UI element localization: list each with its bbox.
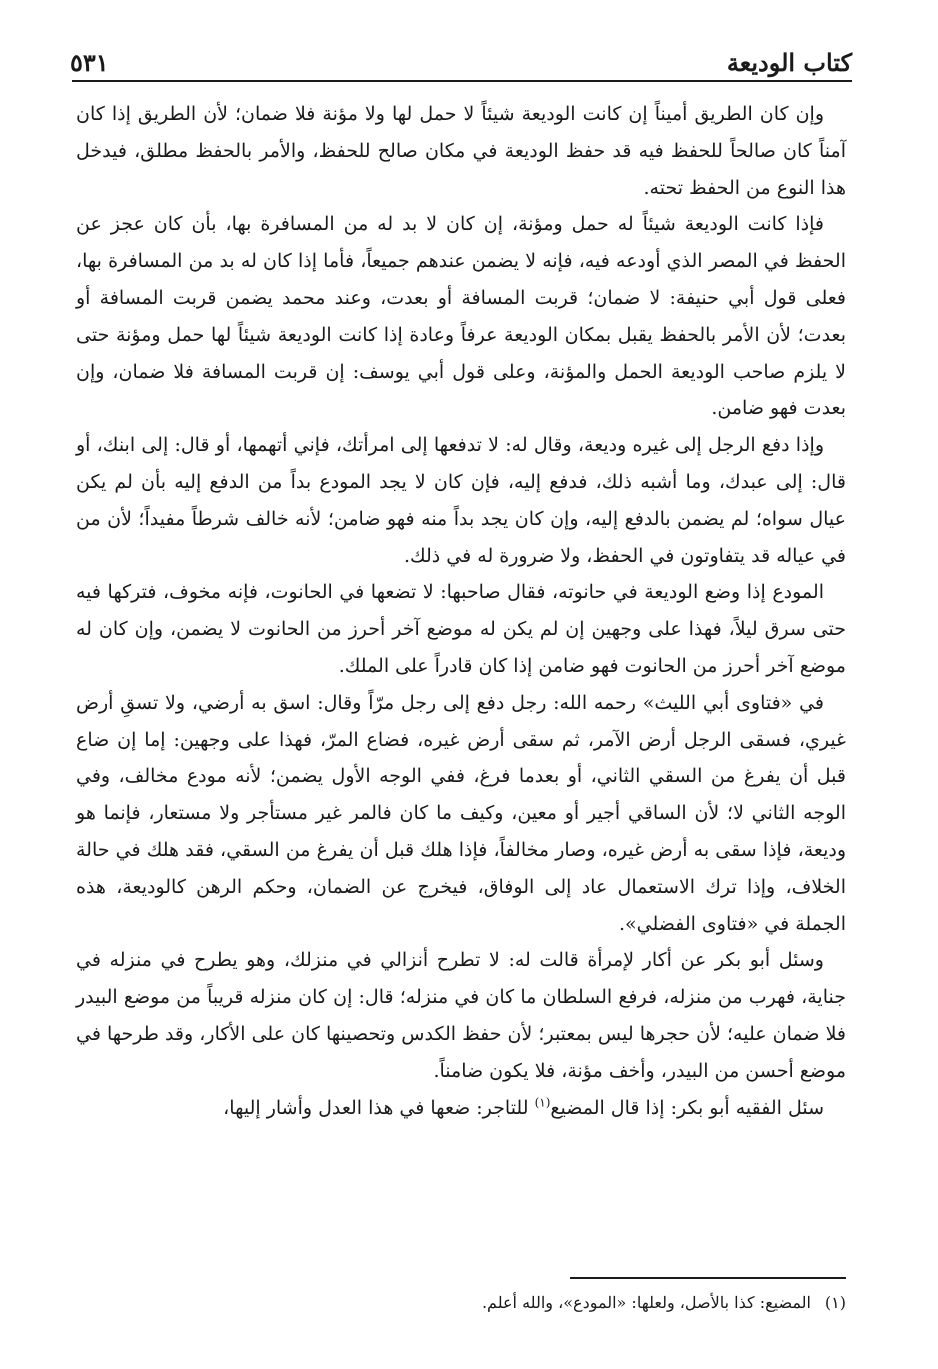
paragraph: وإذا دفع الرجل إلى غيره وديعة، وقال له: لا تدفعها إلى امرأتك، فإني أتهمها، أو قال: إلى ابنك، أو قال: إلى عبدك، وما أشبه ذلك، فدفع إليه، فإن كان لا يجد المودع بداً من الدفع إليه بأن لم يكن عيال سواه؛ لم يضمن بالدفع إليه، وإن كان يجد بداً منه فهو ضامن؛ لأنه خالف شرطاً مفيداً؛ لأن من في عياله قد يتفاوتون في الحفظ، ولا ضرورة له في ذلك. [76,434,846,567]
paragraph: وإن كان الطريق أميناً إن كانت الوديعة شيئاً لا حمل لها ولا مؤنة فلا ضمان؛ لأن الطريق إذا كان آمناً كان صالحاً للحفظ فيه قد حفظ الوديعة في مكان صالح للحفظ، والأمر بالحفظ مطلق، فيدخل هذا النوع من الحفظ تحته. [76,103,846,199]
footnote-rule [570,1277,846,1279]
paragraph: وسئل أبو بكر عن أكار لإمرأة قالت له: لا تطرح أنزالي في منزلك، وهو يطرح في منزله في جناية، فهرب من منزله، فرفع السلطان ما كان في منزله؛ قال: إن كان منزله قريباً من موضع البيدر فلا ضمان عليه؛ لأن حجرها ليس بمعتبر؛ لأن حفظ الكدس وتحصينها كان على الأكار، وقد طرحها في موضع أحسن من البيدر، وأخف مؤنة، فلا يكون ضامناً. [76,949,846,1082]
paragraph-last-end: للتاجر: ضعها في هذا العدل وأشار إليها، [223,1096,535,1119]
paragraph-last-start: سئل الفقيه أبو بكر: إذا قال المضيع [550,1096,824,1119]
footnote-reference: (١) [534,1095,551,1110]
footnote-marker: (١) [824,1293,846,1312]
paragraph: المودع إذا وضع الوديعة في حانوته، فقال صاحبها: لا تضعها في الحانوت، فإنه مخوف، فتركها فيه حتى سرق ليلاً، فهذا على وجهين إن لم يكن له موضع آخر أحرز من الحانوت لا يضمن، وإن كان له موضع آخر أحرز من الحانوت فهو ضامن إذا كان قادراً على الملك. [76,581,846,677]
footnote [76,1290,846,1316]
paragraph-last [76,1090,846,1127]
main-text [76,96,846,1126]
paragraph: فإذا كانت الوديعة شيئاً له حمل ومؤنة، إن كان لا بد له من المسافرة بها، بأن كان عجز عن الحفظ في المصر الذي أودعه فيه، فإنه لا يضمن عندهم جميعاً، فأما إذا كان له بد من المسافرة بها، فعلى قول أبي حنيفة: لا ضمان؛ قربت المسافة أو بعدت، وعند محمد يضمن قربت المسافة أو بعدت؛ لأن الأمر بالحفظ يقبل بمكان الوديعة عرفاً وعادة إذا كانت الوديعة شيئاً لها حمل ومؤنة حتى لا يلزم صاحب الوديعة الحمل والمؤنة، وعلى قول أبي يوسف: إن قربت المسافة فلا ضمان، وإن بعدت فهو ضامن. [76,213,846,420]
page-header [70,38,852,78]
running-title: كتاب الوديعة [726,48,852,77]
footnote-text: المضيع: كذا بالأصل، ولعلها: «المودع»، والله أعلم. [481,1293,811,1312]
page-number: ٥٣١ [70,48,109,77]
header-rule [72,80,852,82]
paragraph: في «فتاوى أبي الليث» رحمه الله: رجل دفع إلى رجل مرّاً وقال: اسق به أرضي، ولا تسقِ أرض غيري، فسقى الرجل أرض الآمر، ثم سقى أرض غيره، فضاع المرّ، فهذا على وجهين: إما إن ضاع قبل أن يفرغ من السقي الثاني، أو بعدما فرغ، ففي الوجه الأول يضمن؛ لأنه مودع مخالف، وفي الوجه الثاني لا؛ لأن الساقي أجير أو معين، وكيف ما كان فالمر غير مستأجر ولا مستعار، فإنما هو وديعة، فإذا سقى به أرض غيره، وصار مخالفاً، فإذا هلك قبل أن يفرغ من السقي، فقد هلك في حالة الخلاف، وإذا ترك الاستعمال عاد إلى الوفاق، فيخرج عن الضمان، وحكم الرهن كالوديعة، هذه الجملة في «فتاوى الفضلي». [76,691,846,935]
